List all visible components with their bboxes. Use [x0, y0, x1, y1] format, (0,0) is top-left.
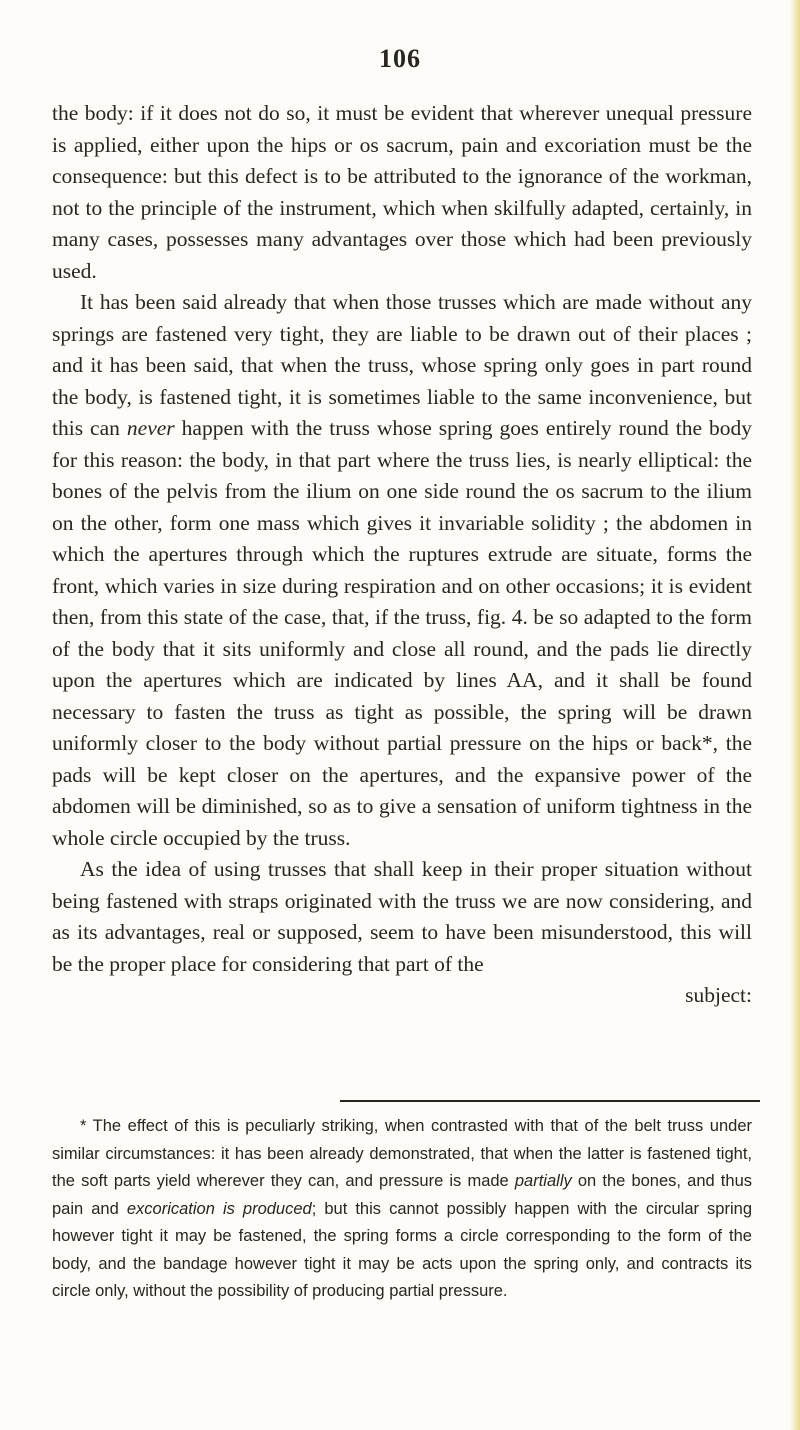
footnote-text-c: ; but this cannot possibly happen with the circular spring however tight it may be fastened, the spring forms a circle corresponding to the form of the body, and the bandage however tight it may be acts upon the spring only, and contracts its circle only, without the possibility of producing partial pressure. [52, 1199, 752, 1300]
footnote-text-b: on the bones, and thus pain and [52, 1172, 752, 1218]
page-edge [790, 0, 800, 1430]
emphasis-excorication: excorication is produced [126, 1199, 312, 1218]
footnote-paragraph [52, 1113, 752, 1306]
main-text [52, 98, 752, 1012]
paragraph-1 [52, 98, 752, 287]
footnote-text-a: * The effect of this is peculiarly striking, when contrasted with that of the belt truss under similar circumstances: it has been already demonstrated, that when the latter is fastened tight, the soft parts yield wherever they can, and pressure is made [52, 1117, 752, 1190]
emphasis-partially: partially [514, 1172, 572, 1190]
paragraph-2-text-b: happen with the truss whose spring goes entirely round the body for this reason: the body, in that part where the truss lies, is nearly elliptical: the bones of the pelvis from the ilium on one side round the os sacrum to the ilium on the other, form one mass which gives it invariable solidity ; the abdomen in which the apertures through which the ruptures extrude are situate, forms the front, which varies in size during respiration and on other occasions; it is evident then, from this state of the case, that, if the truss, fig. 4. be so adapted to the form of the body that it sits uniformly and close all round, and the pads lie directly upon the apertures which are indicated by lines AA, and it shall be found necessary to fasten the truss as tight as possible, the spring will be drawn uniformly closer to the body without partial pressure on the hips or back*, the pads will be kept closer on the apertures, and the expansive power of the abdomen will be diminished, so as to give a sensation of uniform tightness in the whole circle occupied by the truss. [52, 416, 752, 850]
emphasis-never: never [126, 416, 175, 440]
paragraph-3-last-line: subject: [685, 983, 752, 1007]
paragraph-1-text: the body: if it does not do so, it must be evident that wherever unequal pressure is applied, either upon the hips or os sacrum, pain and excoriation must be the consequence: but this defect is to be attributed to the ignorance of the workman, not to the principle of the instrument, which when skilfully adapted, certainly, in many cases, possesses many advantages over those which had been previously used. [52, 101, 752, 283]
footnote-rule [340, 1100, 760, 1102]
page-number: 106 [379, 44, 421, 73]
paragraph-2-text-a: It has been said already that when those trusses which are made without any springs are fastened very tight, they are liable to be drawn out of their places ; and it has been said, that when the truss, whose spring only goes in part round the body, is fastened tight, it is sometimes liable to the same inconvenience, but this can [52, 290, 752, 440]
paragraph-3-text: As the idea of using trusses that shall keep in their proper situation without being fastened with straps originated with the truss we are now considering, and as its advantages, real or supposed, seem to have been misunderstood, this will be the proper place for considering that part of the [52, 857, 752, 976]
paragraph-3 [52, 854, 752, 980]
footnote [52, 1113, 752, 1306]
paragraph-2 [52, 287, 752, 854]
